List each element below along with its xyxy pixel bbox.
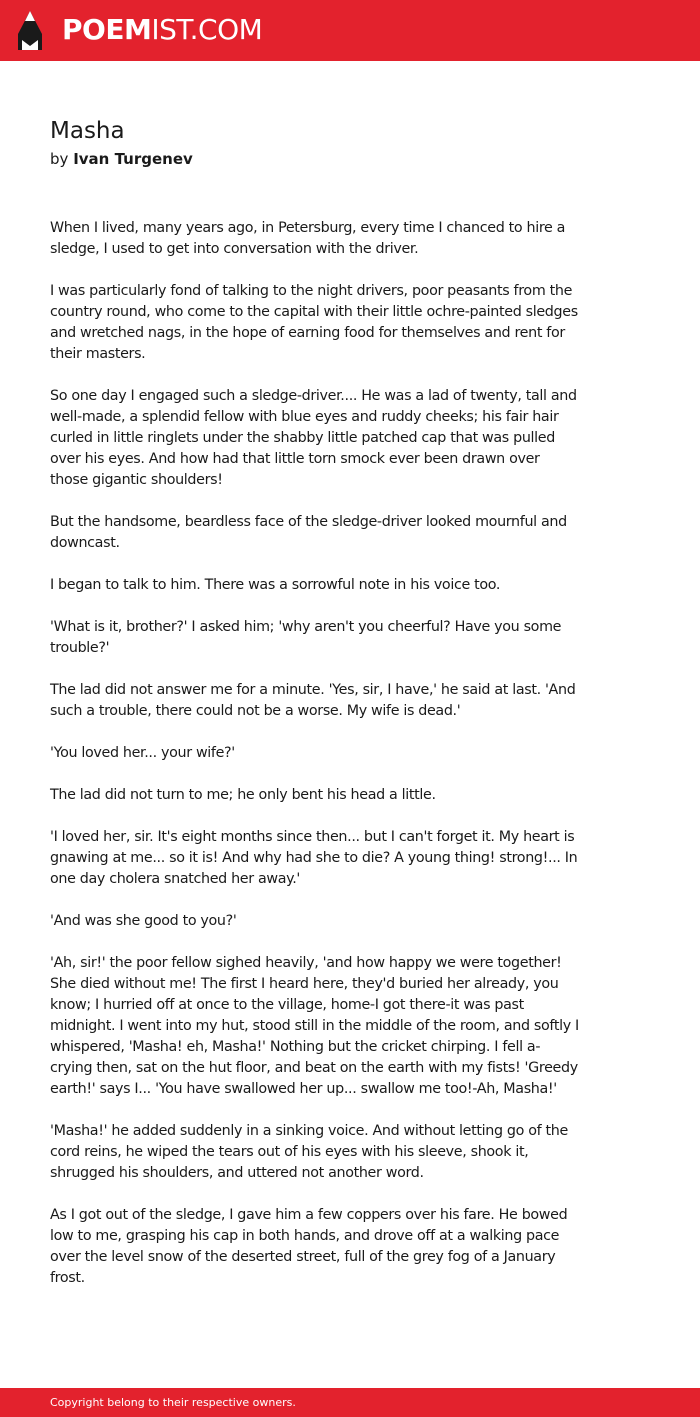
- paragraph: So one day I engaged such a sledge-driver.... He was a lad of twenty, tall and well-made, a splendid fellow with blue eyes and ruddy cheeks; his fair hair curled in little ringlets under the shabby little patched cap that was pulled over his eyes. And how had that little torn smock ever been drawn over those gigantic shoulders!: [50, 388, 577, 488]
- by-label: by: [50, 150, 69, 168]
- paragraph: The lad did not answer me for a minute. 'Yes, sir, I have,' he said at last. 'And such a trouble, there could not be a worse. My wife is dead.': [50, 682, 576, 719]
- logo-light-text: IST.COM: [151, 13, 263, 46]
- site-footer: [0, 1388, 700, 1417]
- poem-body: [50, 218, 580, 1310]
- byline: [50, 148, 193, 170]
- site-logo[interactable]: [62, 12, 262, 48]
- logo-bold-text: POEM: [62, 13, 152, 46]
- poem-title: Masha: [50, 118, 125, 144]
- paragraph: 'You loved her... your wife?': [50, 745, 235, 761]
- paragraph: But the handsome, beardless face of the sledge-driver looked mournful and downcast.: [50, 514, 567, 551]
- paragraph: I was particularly fond of talking to the night drivers, poor peasants from the country round, who come to the capital with their little ochre-painted sledges and wretched nags, in the hope of earning food for themselves and rent for their masters.: [50, 283, 578, 362]
- site-header: [0, 0, 700, 61]
- paragraph: 'Ah, sir!' the poor fellow sighed heavily, 'and how happy we were together! She died without me! The first I heard here, they'd buried her already, you know; I hurried off at once to the village, home-I got there-it was past midnight. I went into my hut, stood still in the middle of the room, and softly I whispered, 'Masha! eh, Masha!' Nothing but the cricket chirping. I fell a-crying then, sat on the hut floor, and beat on the earth with my fists! 'Greedy earth!' says I... 'You have swallowed her up... swallow me too!-Ah, Masha!': [50, 955, 579, 1097]
- paragraph: When I lived, many years ago, in Petersburg, every time I chanced to hire a sledge, I used to get into conversation with the driver.: [50, 220, 566, 257]
- paragraph: I began to talk to him. There was a sorrowful note in his voice too.: [50, 577, 501, 593]
- paragraph: As I got out of the sledge, I gave him a few coppers over his fare. He bowed low to me, grasping his cap in both hands, and drove off at a walking pace over the level snow of the deserted street, full of the grey fog of a January frost.: [50, 1207, 568, 1286]
- pencil-icon: [17, 10, 43, 52]
- copyright-text: Copyright belong to their respective owners.: [50, 1396, 296, 1409]
- author-name: Ivan Turgenev: [73, 150, 193, 168]
- paragraph: 'And was she good to you?': [50, 913, 237, 929]
- paragraph: 'I loved her, sir. It's eight months since then... but I can't forget it. My heart is gnawing at me... so it is! And why had she to die? A young thing! strong!... In one day cholera snatched her away.': [50, 829, 578, 887]
- paragraph: The lad did not turn to me; he only bent his head a little.: [50, 787, 436, 803]
- paragraph: 'Masha!' he added suddenly in a sinking voice. And without letting go of the cord reins, he wiped the tears out of his eyes with his sleeve, shook it, shrugged his shoulders, and uttered not another word.: [50, 1123, 568, 1181]
- paragraph: 'What is it, brother?' I asked him; 'why aren't you cheerful? Have you some trouble?': [50, 619, 562, 656]
